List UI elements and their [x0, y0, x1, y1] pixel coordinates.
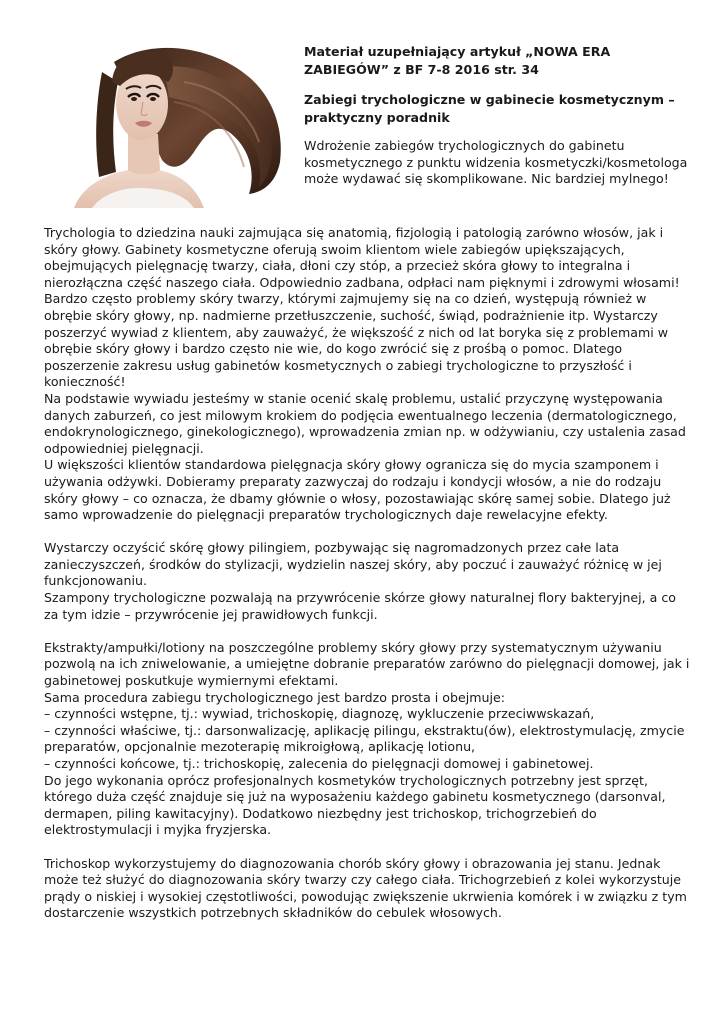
paragraph: Sama procedura zabiegu trychologicznego jest bardzo prosta i obejmuje:	[44, 689, 505, 705]
article-title: Zabiegi trychologiczne w gabinecie kosmetycznym – praktyczny poradnik	[304, 92, 675, 125]
paragraph: Na podstawie wywiadu jesteśmy w stanie ocenić skalę problemu, ustalić przyczynę występowania danych zaburzeń, co jest milowym krokiem do podjęcia ewentualnego leczenia (dermatologicznego, endokrynologicznego, ginekologicznego), wprowadzenia zmian np. w odżywianiu, czy ustalenia zasad odpowiedniej pielęgnacji.	[44, 390, 686, 456]
list-item: – czynności wstępne, tj.: wywiad, trichoskopię, diagnozę, wykluczenie przeciwwskazań,	[44, 706, 595, 722]
paragraph: Ekstrakty/ampułki/lotiony na poszczególne problemy skóry głowy przy systematycznym używaniu pozwolą na ich zniwelowanie, a umiejętne dobranie preparatów zarówno do pielęgnacji domowej, jak i gabinetowej poskutkuje wymiernymi efektami.	[44, 639, 690, 689]
paragraph: Trichoskop wykorzystujemy do diagnozowania chorób skóry głowy i obrazowania jej stanu. Jednak może też służyć do diagnozowania skóry twarzy czy całego ciała. Trichogrzebień z kolei wykorzystuje prądy o niskiej i wysokiej częstotliwości, powodując zwiększenie ukrwienia komórek i w związku z tym dostarczenie wszystkich potrzebnych składników do cebulek włosowych.	[44, 855, 687, 921]
article-header	[304, 43, 694, 188]
paragraph: Bardzo często problemy skóry twarzy, którymi zajmujemy się na co dzień, występują również w obrębie skóry głowy, np. nadmierne przetłuszczenie, suchość, świąd, podrażnienie itp. Wystarczy poszerzyć wywiad z klientem, aby zauważyć, że większość z nich od lat boryka się z problemami w obrębie skóry głowy i bardzo często nie wie, do kogo zwrócić się z prośbą o pomoc. Dlatego poszerzenie zakresu usług gabinetów kosmetycznych o zabiegi trychologiczne to przyszłość i konieczność!	[44, 291, 669, 390]
paragraph: U większości klientów standardowa pielęgnacja skóry głowy ogranicza się do mycia szamponem i używania odżywki. Dobieramy preparaty zazwyczaj do rodzaju i kondycji włosów, a nie do rodzaju skóry głowy – co oznacza, że dbamy głównie o włosy, pozostawiając skórę samej sobie. Dlatego już samo wprowadzenie do pielęgnacji preparatów trychologicznych daje rewelacyjne efekty.	[44, 457, 671, 523]
woman-long-hair-photo	[44, 42, 292, 208]
article-body	[44, 225, 694, 922]
source-reference: Materiał uzupełniający artykuł „NOWA ERA ZABIEGÓW” z BF 7-8 2016 str. 34	[304, 44, 611, 77]
paragraph: Do jego wykonania oprócz profesjonalnych kosmetyków trychologicznych potrzebny jest sprzęt, którego duża część znajduje się już na wyposażeniu każdego gabinetu kosmetycznego (darsonval, dermapen, piling kawitacyjny). Dodatkowo niezbędny jest trichoskop, trichogrzebień do elektrostymulacji i myjka fryzjerska.	[44, 772, 666, 838]
article-lead: Wdrożenie zabiegów trychologicznych do gabinetu kosmetycznego z punktu widzenia kosmetyczki/kosmetologa może wydawać się skomplikowane. Nic bardziej mylnego!	[304, 138, 688, 187]
paragraph: Trychologia to dziedzina nauki zajmująca się anatomią, fizjologią i patologią zarówno włosów, jak i skóry głowy. Gabinety kosmetyczne oferują swoim klientom wiele zabiegów upiększających, obejmujących pielęgnację twarzy, ciała, dłoni czy stóp, a przecież skóra głowy to integralna i nierozłączna część naszego ciała. Odpowiednio zadbana, odpłaci nam pięknymi i zdrowymi włosami!	[44, 225, 680, 290]
list-item: – czynności właściwe, tj.: darsonwalizację, aplikację pilingu, ekstraktu(ów), elektrostymulację, zmycie preparatów, opcjonalnie mezoterapię mikroigłową, aplikację lotionu,	[44, 722, 685, 755]
list-item: – czynności końcowe, tj.: trichoskopię, zalecenia do pielęgnacji domowej i gabinetowej.	[44, 756, 594, 771]
paragraph: Szampony trychologiczne pozwalają na przywrócenie skórze głowy naturalnej flory bakteryjnej, a co za tym idzie – przywrócenie jej prawidłowych funkcji.	[44, 590, 676, 622]
paragraph: Wystarczy oczyścić skórę głowy pilingiem, pozbywając się nagromadzonych przez całe lata zanieczyszczeń, środków do stylizacji, wydzielin naszej skóry, aby poczuć i zauważyć różnicę w jej funkcjonowaniu.	[44, 540, 662, 589]
